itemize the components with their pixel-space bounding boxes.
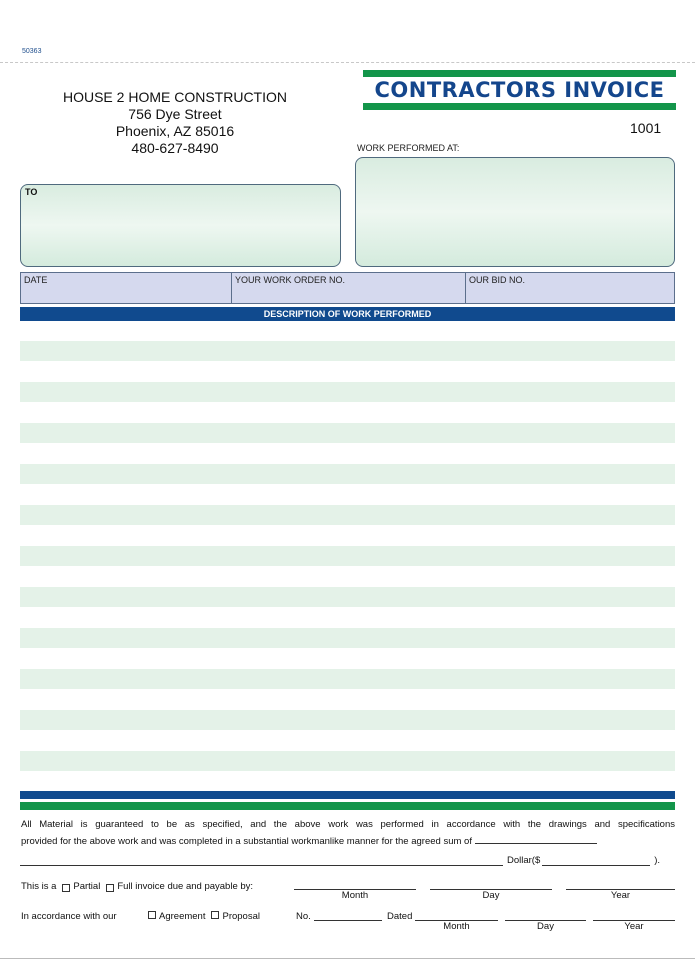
dated-label: Dated	[387, 911, 413, 922]
dollar-amount-field[interactable]	[542, 865, 650, 866]
description-line[interactable]	[20, 669, 675, 689]
company-city: Phoenix, AZ 85016	[115, 123, 235, 139]
invoice-title: CONTRACTORS INVOICE	[374, 78, 665, 102]
description-line[interactable]	[20, 382, 675, 402]
logo-bar-top	[363, 70, 676, 77]
due-year-field[interactable]	[566, 876, 675, 890]
invoice-number: 1001	[630, 120, 662, 136]
full-label: Full invoice due and payable by:	[117, 881, 254, 892]
due-day-field[interactable]	[430, 876, 552, 890]
due-day-label: Day	[482, 890, 500, 901]
no-label: No.	[296, 911, 311, 922]
description-line[interactable]	[20, 628, 675, 648]
order-info-row	[20, 272, 675, 304]
company-name: HOUSE 2 HOME CONSTRUCTION	[62, 89, 287, 105]
sum-words-field-2[interactable]	[20, 865, 503, 866]
agreement-number-field[interactable]	[314, 907, 382, 921]
due-year-label: Year	[610, 890, 631, 901]
due-month-field[interactable]	[294, 876, 416, 890]
work-performed-field[interactable]	[355, 157, 675, 267]
dated-year-field[interactable]	[593, 907, 675, 921]
description-header: DESCRIPTION OF WORK PERFORMED	[20, 307, 675, 321]
bid-field[interactable]	[466, 273, 674, 303]
guarantee-line-1: All Material is guaranteed to be as specified, and the above work was performed in accordance with the drawings and specifications	[21, 819, 675, 830]
description-line[interactable]	[20, 505, 675, 525]
description-line[interactable]	[20, 341, 675, 361]
logo-bar-bottom	[363, 103, 676, 110]
dated-day-label: Day	[537, 921, 554, 932]
company-block	[60, 89, 290, 157]
this-is-a-label: This is a	[21, 881, 57, 892]
perforation-line	[0, 62, 695, 63]
dated-month-label: Month	[443, 921, 470, 932]
proposal-checkbox[interactable]	[211, 911, 219, 919]
agreement-checkbox[interactable]	[148, 911, 156, 919]
close-paren: ).	[654, 855, 661, 866]
work-performed-label: WORK PERFORMED AT:	[357, 143, 460, 153]
description-line[interactable]	[20, 587, 675, 607]
to-field[interactable]	[20, 184, 341, 267]
company-phone: 480-627-8490	[131, 140, 219, 156]
description-line[interactable]	[20, 710, 675, 730]
due-month-label: Month	[341, 890, 369, 901]
footer-bar-blue	[20, 791, 675, 799]
bid-label: OUR BID NO.	[469, 275, 526, 285]
dated-month-field[interactable]	[415, 907, 498, 921]
dollar-label: Dollar($	[507, 855, 541, 866]
proposal-label: Proposal	[222, 911, 260, 922]
footer-bar-green	[20, 802, 675, 810]
description-line[interactable]	[20, 423, 675, 443]
to-label: TO	[25, 187, 38, 197]
description-line[interactable]	[20, 546, 675, 566]
agreement-label: Agreement	[159, 911, 206, 922]
guarantee-line-2: provided for the above work and was completed in a substantial workmanlike manner for the agreed sum of	[21, 836, 472, 847]
partial-label: Partial	[73, 881, 101, 892]
date-label: DATE	[24, 275, 48, 285]
description-line[interactable]	[20, 751, 675, 771]
accordance-label: In accordance with our	[21, 911, 117, 922]
sum-words-field[interactable]	[475, 843, 597, 844]
date-field[interactable]	[21, 273, 232, 303]
dated-day-field[interactable]	[505, 907, 586, 921]
dated-year-label: Year	[624, 921, 644, 932]
company-street: 756 Dye Street	[128, 106, 222, 122]
partial-checkbox[interactable]	[62, 884, 70, 892]
full-checkbox[interactable]	[106, 884, 114, 892]
work-order-label: YOUR WORK ORDER NO.	[235, 275, 346, 285]
description-line[interactable]	[20, 464, 675, 484]
guarantee-text	[21, 816, 675, 850]
page-bottom-edge	[0, 958, 695, 959]
work-order-field[interactable]	[232, 273, 466, 303]
form-number: 50363	[22, 48, 42, 55]
